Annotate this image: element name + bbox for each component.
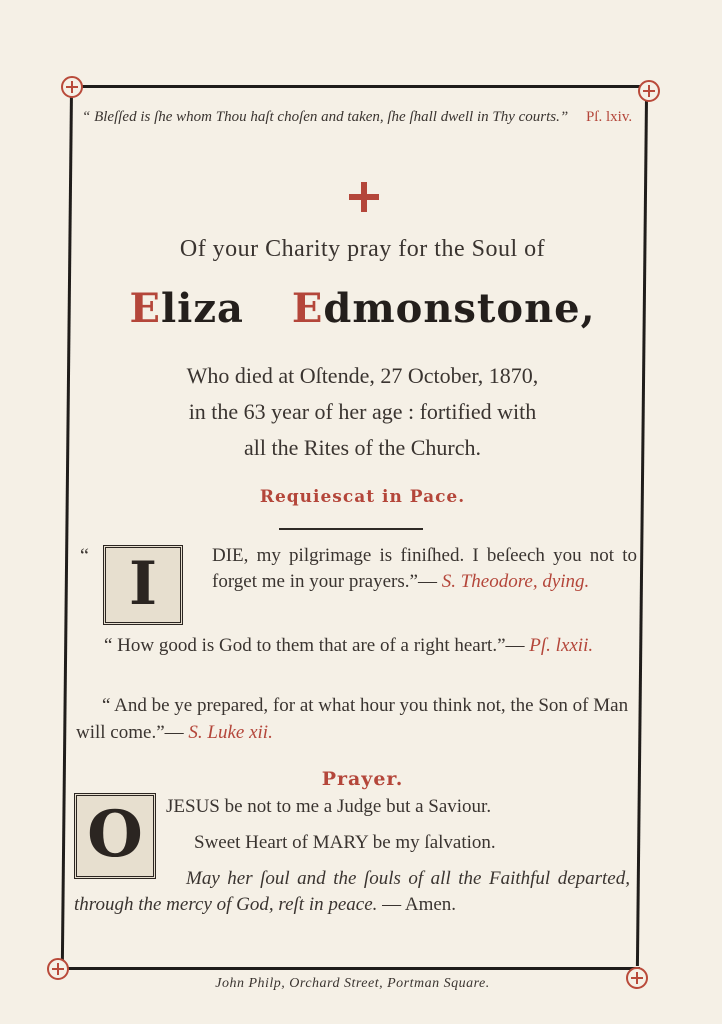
top-quote-text: “ Bleſſed is ſhe whom Thou haſt choſen and taken, ſhe ſhall dwell in Thy courts.” xyxy=(82,109,569,125)
death-details xyxy=(70,358,655,466)
prayer-line-2: Sweet Heart of MARY be my ſalvation. xyxy=(194,832,496,853)
corner-rosette-icon xyxy=(61,76,83,98)
quote3-block xyxy=(76,692,632,746)
frame-left xyxy=(61,90,73,960)
quote1-block xyxy=(212,543,637,595)
corner-rosette-icon xyxy=(638,80,660,102)
deceased-name xyxy=(70,285,655,332)
death-line-3: all the Rites of the Church. xyxy=(243,435,482,460)
frame-bottom xyxy=(62,967,640,970)
name-last-initial: E xyxy=(291,285,324,332)
top-quote-reference: Pſ. lxiv. xyxy=(585,109,633,125)
top-quote xyxy=(82,104,642,130)
quote2-text: “ How good is God to them that are of a right heart.”— xyxy=(104,635,525,656)
requiescat: Requiescat in Pace. xyxy=(259,487,466,507)
divider-rule xyxy=(279,528,423,530)
frame-top xyxy=(73,85,651,88)
prayer-closing-text: May her ſoul and the ſouls of all the Faithful departed, through the mercy of God, reſt in peace. xyxy=(74,868,630,915)
prayer-closing xyxy=(74,866,630,918)
quote3-text: “ And be ye prepared, for at what hour you think not, the Son of Man will come.”— xyxy=(76,695,629,743)
name-last-rest: dmonstone, xyxy=(323,285,596,332)
quote2-block xyxy=(78,632,634,659)
death-line-1: Who died at Oſtende, 27 October, 1870, xyxy=(186,363,539,388)
header-line: Of your Charity pray for the Soul of xyxy=(179,236,546,262)
death-line-2: in the 63 year of her age : fortified with xyxy=(188,399,537,424)
name-first-initial: E xyxy=(129,285,161,332)
frame-right xyxy=(636,98,648,966)
illuminated-initial-o: O xyxy=(74,793,156,879)
name-first-rest: liza xyxy=(160,285,244,332)
quote1-text: DIE, my pilgrimage is finiſhed. I beſeech you not to forget me in your prayers.”— xyxy=(212,545,637,592)
illuminated-initial-i: I xyxy=(103,545,183,625)
prayer-line-1: JESUS be not to me a Judge but a Saviour. xyxy=(166,796,492,817)
prayer-heading: Prayer. xyxy=(321,768,404,790)
quote2-reference: Pſ. lxxii. xyxy=(529,635,594,656)
printer-imprint: John Philp, Orchard Street, Portman Square. xyxy=(215,976,490,991)
quote1-reference: S. Theodore, dying. xyxy=(441,571,590,592)
cross-icon xyxy=(347,180,381,214)
quote3-reference: S. Luke xii. xyxy=(188,722,273,743)
prayer-amen: — Amen. xyxy=(382,894,457,915)
quote-open-mark: “ xyxy=(80,545,89,567)
